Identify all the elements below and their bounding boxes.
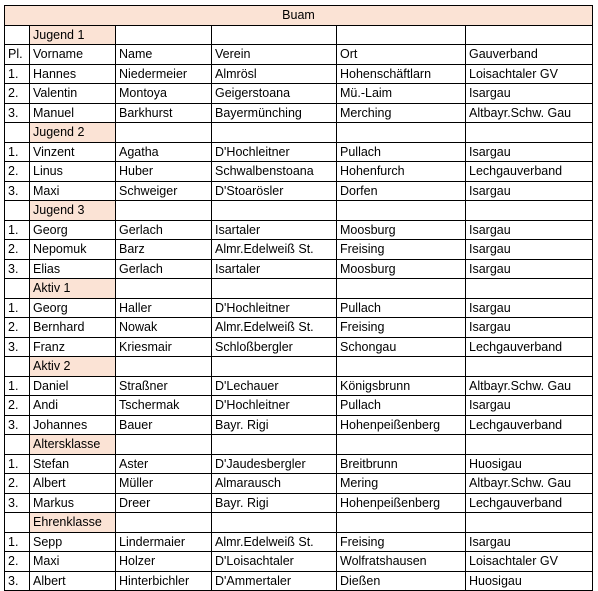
cell-verein: Almarausch (212, 474, 337, 494)
table-row (5, 181, 593, 201)
cell-vorname: Maxi (30, 181, 116, 201)
category-empty-cell (337, 357, 466, 377)
cell-ort: Schongau (337, 337, 466, 357)
cell-name: Bauer (116, 415, 212, 435)
table-row (5, 454, 593, 474)
category-blank-cell (5, 513, 30, 533)
table-row (5, 474, 593, 494)
header-name: Name (116, 45, 212, 65)
category-empty-cell (466, 513, 593, 533)
table-row (5, 84, 593, 104)
cell-verein: Almr.Edelweiß St. (212, 240, 337, 260)
table-row (5, 532, 593, 552)
cell-gauverband: Isargau (466, 142, 593, 162)
category-empty-cell (116, 201, 212, 221)
cell-verein: Schwalbenstoana (212, 162, 337, 182)
cell-verein: Bayr. Rigi (212, 415, 337, 435)
cell-vorname: Linus (30, 162, 116, 182)
category-empty-cell (466, 201, 593, 221)
cell-verein: Schloßbergler (212, 337, 337, 357)
cell-ort: Breitbrunn (337, 454, 466, 474)
cell-gauverband: Loisachtaler GV (466, 64, 593, 84)
cell-ort: Wolfratshausen (337, 552, 466, 572)
cell-name: Schweiger (116, 181, 212, 201)
category-blank-cell (5, 357, 30, 377)
cell-name: Gerlach (116, 220, 212, 240)
results-table (4, 5, 593, 591)
cell-vorname: Albert (30, 474, 116, 494)
cell-gauverband: Isargau (466, 318, 593, 338)
cell-name: Hinterbichler (116, 571, 212, 591)
cell-pl: 1. (5, 64, 30, 84)
cell-name: Gerlach (116, 259, 212, 279)
cell-vorname: Manuel (30, 103, 116, 123)
cell-ort: Mering (337, 474, 466, 494)
cell-pl: 3. (5, 103, 30, 123)
cell-gauverband: Lechgauverband (466, 162, 593, 182)
cell-pl: 2. (5, 474, 30, 494)
cell-ort: Freising (337, 318, 466, 338)
table-row (5, 493, 593, 513)
category-empty-cell (116, 25, 212, 45)
cell-pl: 1. (5, 298, 30, 318)
cell-ort: Hohenfurch (337, 162, 466, 182)
category-row (5, 279, 593, 299)
cell-vorname: Maxi (30, 552, 116, 572)
cell-name: Lindermaier (116, 532, 212, 552)
cell-name: Kriesmair (116, 337, 212, 357)
cell-vorname: Bernhard (30, 318, 116, 338)
cell-vorname: Andi (30, 396, 116, 416)
table-row (5, 415, 593, 435)
category-empty-cell (116, 279, 212, 299)
cell-verein: D'Lechauer (212, 376, 337, 396)
category-row (5, 435, 593, 455)
category-label: Ehrenklasse (30, 513, 116, 533)
cell-name: Holzer (116, 552, 212, 572)
cell-name: Niedermeier (116, 64, 212, 84)
table-row (5, 220, 593, 240)
cell-ort: Merching (337, 103, 466, 123)
cell-pl: 3. (5, 337, 30, 357)
category-empty-cell (212, 435, 337, 455)
cell-ort: Königsbrunn (337, 376, 466, 396)
cell-pl: 1. (5, 454, 30, 474)
category-row (5, 25, 593, 45)
cell-vorname: Elias (30, 259, 116, 279)
cell-pl: 2. (5, 84, 30, 104)
table-row (5, 240, 593, 260)
cell-pl: 3. (5, 181, 30, 201)
cell-gauverband: Isargau (466, 240, 593, 260)
category-empty-cell (212, 201, 337, 221)
cell-ort: Dießen (337, 571, 466, 591)
category-empty-cell (466, 25, 593, 45)
cell-gauverband: Huosigau (466, 454, 593, 474)
cell-pl: 1. (5, 532, 30, 552)
category-blank-cell (5, 279, 30, 299)
table-row (5, 259, 593, 279)
cell-pl: 2. (5, 396, 30, 416)
cell-name: Nowak (116, 318, 212, 338)
category-blank-cell (5, 201, 30, 221)
header-ort: Ort (337, 45, 466, 65)
cell-gauverband: Isargau (466, 84, 593, 104)
category-empty-cell (466, 279, 593, 299)
cell-gauverband: Isargau (466, 220, 593, 240)
cell-pl: 1. (5, 220, 30, 240)
category-blank-cell (5, 25, 30, 45)
cell-name: Müller (116, 474, 212, 494)
cell-vorname: Markus (30, 493, 116, 513)
cell-name: Aster (116, 454, 212, 474)
cell-gauverband: Isargau (466, 396, 593, 416)
category-empty-cell (337, 25, 466, 45)
header-pl: Pl. (5, 45, 30, 65)
cell-ort: Hohenpeißenberg (337, 415, 466, 435)
cell-pl: 2. (5, 318, 30, 338)
header-verein: Verein (212, 45, 337, 65)
category-label: Altersklasse (30, 435, 116, 455)
header-row (5, 45, 593, 65)
table-row (5, 552, 593, 572)
category-row (5, 357, 593, 377)
cell-verein: D'Hochleitner (212, 142, 337, 162)
cell-ort: Dorfen (337, 181, 466, 201)
cell-name: Huber (116, 162, 212, 182)
cell-vorname: Georg (30, 298, 116, 318)
cell-gauverband: Isargau (466, 181, 593, 201)
category-empty-cell (116, 513, 212, 533)
cell-vorname: Stefan (30, 454, 116, 474)
category-empty-cell (337, 279, 466, 299)
cell-pl: 3. (5, 493, 30, 513)
cell-verein: D'Hochleitner (212, 298, 337, 318)
cell-gauverband: Loisachtaler GV (466, 552, 593, 572)
category-empty-cell (212, 513, 337, 533)
cell-name: Barz (116, 240, 212, 260)
category-empty-cell (212, 357, 337, 377)
category-empty-cell (466, 123, 593, 143)
cell-gauverband: Altbayr.Schw. Gau (466, 103, 593, 123)
cell-name: Tschermak (116, 396, 212, 416)
category-blank-cell (5, 123, 30, 143)
cell-verein: D'Ammertaler (212, 571, 337, 591)
cell-gauverband: Huosigau (466, 571, 593, 591)
cell-name: Haller (116, 298, 212, 318)
cell-pl: 3. (5, 571, 30, 591)
cell-gauverband: Lechgauverband (466, 337, 593, 357)
cell-verein: D'Hochleitner (212, 396, 337, 416)
cell-verein: D'Jaudesbergler (212, 454, 337, 474)
cell-verein: Almr.Edelweiß St. (212, 318, 337, 338)
cell-name: Dreer (116, 493, 212, 513)
cell-ort: Pullach (337, 396, 466, 416)
cell-gauverband: Isargau (466, 298, 593, 318)
cell-ort: Freising (337, 532, 466, 552)
category-empty-cell (116, 357, 212, 377)
category-empty-cell (116, 435, 212, 455)
category-label: Jugend 2 (30, 123, 116, 143)
cell-gauverband: Isargau (466, 532, 593, 552)
header-vorname: Vorname (30, 45, 116, 65)
category-empty-cell (212, 279, 337, 299)
category-empty-cell (337, 513, 466, 533)
cell-verein: D'Stoarösler (212, 181, 337, 201)
cell-verein: Isartaler (212, 259, 337, 279)
cell-vorname: Georg (30, 220, 116, 240)
category-empty-cell (212, 25, 337, 45)
cell-verein: Almrösl (212, 64, 337, 84)
cell-gauverband: Lechgauverband (466, 415, 593, 435)
cell-gauverband: Altbayr.Schw. Gau (466, 376, 593, 396)
header-gauverband: Gauverband (466, 45, 593, 65)
category-label: Aktiv 2 (30, 357, 116, 377)
cell-vorname: Albert (30, 571, 116, 591)
category-empty-cell (337, 201, 466, 221)
cell-vorname: Valentin (30, 84, 116, 104)
table-row (5, 298, 593, 318)
title-row (5, 6, 593, 26)
table-row (5, 162, 593, 182)
category-empty-cell (212, 123, 337, 143)
cell-vorname: Johannes (30, 415, 116, 435)
cell-name: Straßner (116, 376, 212, 396)
cell-ort: Mü.-Laim (337, 84, 466, 104)
cell-gauverband: Isargau (466, 259, 593, 279)
category-empty-cell (337, 435, 466, 455)
cell-ort: Hohenschäftlarn (337, 64, 466, 84)
category-empty-cell (116, 123, 212, 143)
category-row (5, 123, 593, 143)
category-blank-cell (5, 435, 30, 455)
cell-name: Barkhurst (116, 103, 212, 123)
cell-vorname: Nepomuk (30, 240, 116, 260)
cell-vorname: Sepp (30, 532, 116, 552)
cell-pl: 2. (5, 240, 30, 260)
cell-verein: Geigerstoana (212, 84, 337, 104)
cell-ort: Pullach (337, 298, 466, 318)
category-empty-cell (337, 123, 466, 143)
results-table-body (5, 6, 593, 591)
table-row (5, 376, 593, 396)
cell-vorname: Daniel (30, 376, 116, 396)
cell-verein: Almr.Edelweiß St. (212, 532, 337, 552)
category-empty-cell (466, 357, 593, 377)
cell-name: Agatha (116, 142, 212, 162)
cell-ort: Freising (337, 240, 466, 260)
cell-verein: Bayermünching (212, 103, 337, 123)
table-row (5, 142, 593, 162)
category-label: Jugend 3 (30, 201, 116, 221)
table-row (5, 396, 593, 416)
cell-pl: 3. (5, 415, 30, 435)
table-row (5, 318, 593, 338)
cell-ort: Moosburg (337, 220, 466, 240)
cell-ort: Hohenpeißenberg (337, 493, 466, 513)
cell-pl: 1. (5, 376, 30, 396)
table-row (5, 64, 593, 84)
table-row (5, 103, 593, 123)
cell-gauverband: Altbayr.Schw. Gau (466, 474, 593, 494)
category-label: Jugend 1 (30, 25, 116, 45)
table-title: Buam (5, 6, 593, 26)
cell-verein: Bayr. Rigi (212, 493, 337, 513)
category-row (5, 201, 593, 221)
category-label: Aktiv 1 (30, 279, 116, 299)
cell-pl: 3. (5, 259, 30, 279)
cell-vorname: Hannes (30, 64, 116, 84)
cell-pl: 2. (5, 162, 30, 182)
cell-vorname: Vinzent (30, 142, 116, 162)
cell-verein: D'Loisachtaler (212, 552, 337, 572)
cell-vorname: Franz (30, 337, 116, 357)
cell-name: Montoya (116, 84, 212, 104)
cell-pl: 2. (5, 552, 30, 572)
table-row (5, 337, 593, 357)
cell-gauverband: Lechgauverband (466, 493, 593, 513)
cell-pl: 1. (5, 142, 30, 162)
cell-verein: Isartaler (212, 220, 337, 240)
cell-ort: Pullach (337, 142, 466, 162)
category-row (5, 513, 593, 533)
cell-ort: Moosburg (337, 259, 466, 279)
category-empty-cell (466, 435, 593, 455)
